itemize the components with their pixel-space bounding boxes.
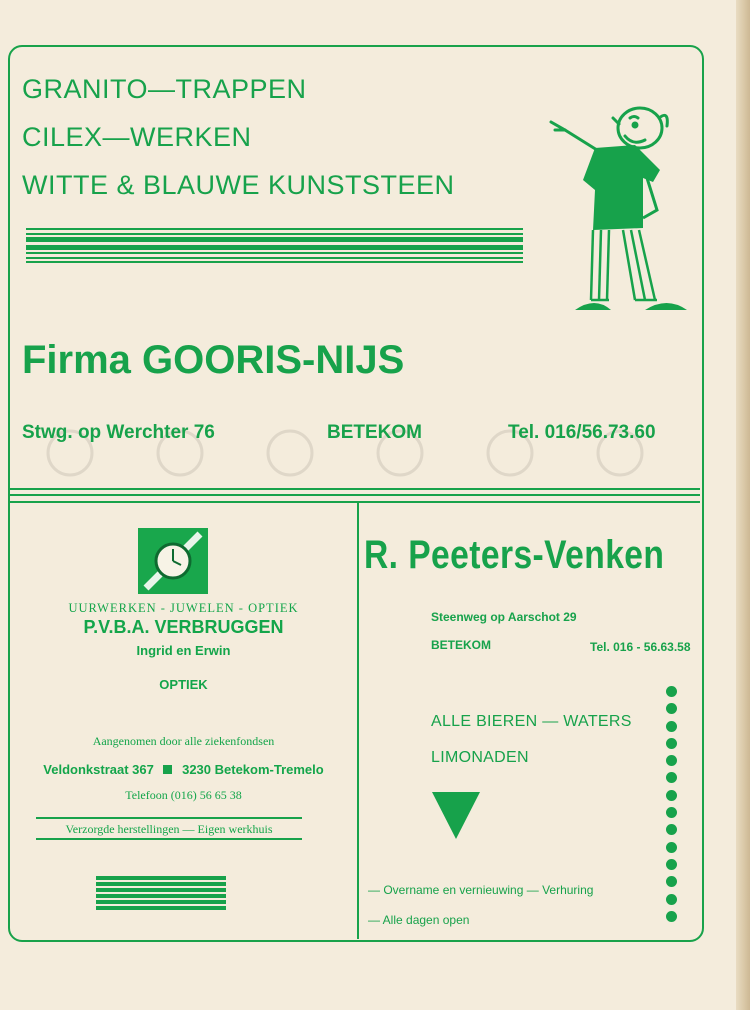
peeters-street: Steenweg op Aarschot 29: [431, 610, 577, 624]
section-divider: [10, 488, 700, 490]
page-edge: [736, 0, 750, 1010]
verbruggen-street: Veldonkstraat 367: [43, 762, 154, 777]
gooris-town: BETEKOM: [327, 422, 422, 443]
verbruggen-phone: Telefoon (016) 56 65 38: [125, 788, 242, 802]
verbruggen-repairs: Verzorgde herstellingen — Eigen werkhuis: [65, 822, 273, 836]
triangle-down-icon: [432, 792, 480, 839]
section-divider-2: [10, 494, 700, 496]
peeters-service-1: — Overname en vernieuwing — Verhuring: [368, 883, 594, 897]
company-name-gooris: Firma GOORIS-NIJS: [22, 338, 405, 382]
kunststeen-line: WITTE & BLAUWE KUNSTSTEEN: [22, 170, 455, 200]
section-divider-3: [10, 501, 700, 503]
cartoon-man-pointing-icon: [535, 100, 695, 325]
wristwatch-icon: [138, 528, 208, 594]
granito-line: GRANITO—TRAPPEN: [22, 74, 307, 104]
verbruggen-insurance: Aangenomen door alle ziekenfondsen: [92, 734, 275, 748]
peeters-phone: Tel. 016 - 56.63.58: [590, 640, 691, 654]
peeters-products-1: ALLE BIEREN — WATERS: [431, 713, 632, 730]
peeters-town: BETEKOM: [431, 638, 491, 652]
repairs-rule-top: [36, 817, 302, 819]
verbruggen-owners: Ingrid en Erwin: [136, 643, 231, 658]
gooris-phone: Tel. 016/56.73.60: [508, 422, 656, 443]
verbruggen-company: P.V.B.A. VERBRUGGEN: [83, 617, 284, 637]
repairs-rule-bottom: [36, 838, 302, 840]
company-name-peeters: R. Peeters-Venken: [364, 533, 665, 577]
verbruggen-address: [10, 762, 357, 777]
stripes-block-decoration: [96, 876, 226, 912]
dot-column-decoration: [666, 686, 677, 928]
verbruggen-category: UURWERKEN - JUWELEN - OPTIEK: [68, 601, 299, 615]
peeters-service-2: — Alle dagen open: [368, 913, 470, 927]
peeters-products-2: LIMONADEN: [431, 749, 529, 766]
cilex-line: CILEX—WERKEN: [22, 122, 252, 152]
verbruggen-optiek: OPTIEK: [159, 677, 208, 692]
stripes-decoration: [26, 228, 523, 266]
square-bullet-icon: [163, 765, 172, 774]
gooris-street: Stwg. op Werchter 76: [22, 422, 215, 443]
column-separator: [357, 503, 359, 939]
verbruggen-town: 3230 Betekom-Tremelo: [182, 762, 324, 777]
